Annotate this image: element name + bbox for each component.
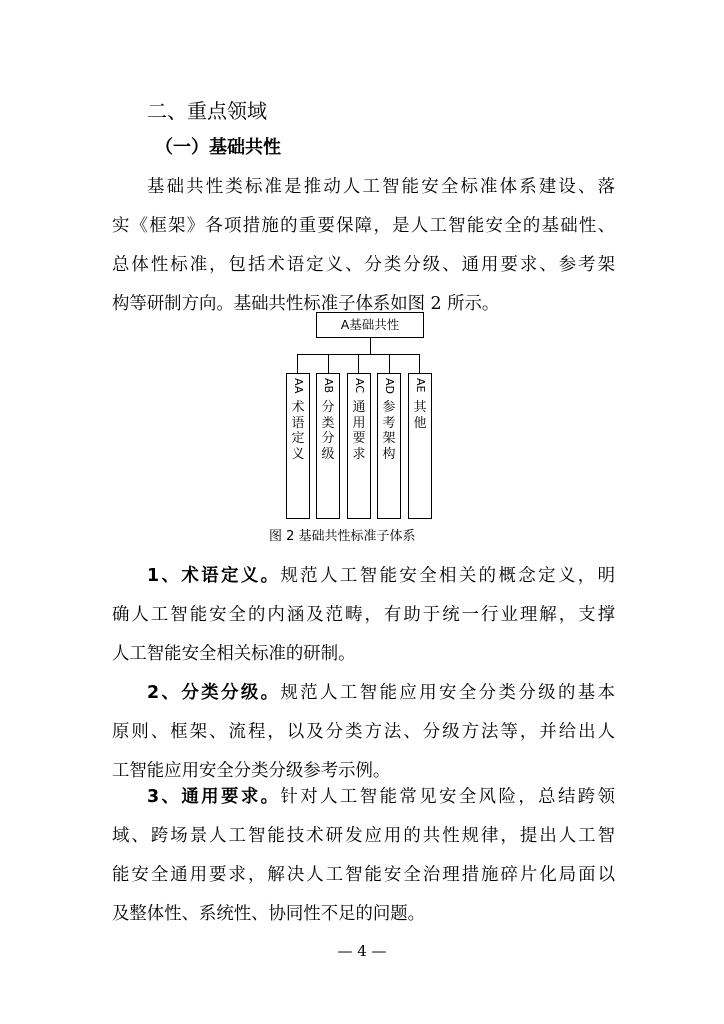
item-lead: 1、术语定义。 (147, 566, 281, 586)
connector-line (419, 354, 420, 373)
page-number: — 4 — (337, 942, 387, 960)
item-line: 及整体性、系统性、协同性不足的问题。 (112, 904, 426, 924)
connector-line (389, 354, 390, 373)
item-first-line: 1、术语定义。规范人工智能安全相关的概念定义，明 (147, 566, 615, 586)
item-line: 域、跨场景人工智能技术研发应用的共性规律，提出人工智 (112, 826, 615, 846)
intro-paragraph (112, 168, 615, 324)
child-code: AA (292, 378, 305, 394)
child-label: 术 语 定 义 (291, 400, 305, 462)
item-first-line: 3、通用要求。针对人工智能常见安全风险，总结跨领 (147, 787, 615, 807)
figure-caption: 图 2 基础共性标准子体系 (269, 529, 416, 544)
intro-line: 总体性标准，包括术语定义、分类分级、通用要求、参考架 (112, 255, 615, 275)
item-lead: 2、分类分级。 (147, 683, 281, 703)
child-label: 通 用 要 求 (352, 400, 366, 462)
child-code: AB (322, 378, 335, 394)
item-line: 工智能应用安全分类分级参考示例。 (112, 761, 391, 781)
item-paragraph (112, 557, 615, 674)
diagram-child-box (408, 373, 432, 519)
intro-line: 构等研制方向。基础共性标准子体系如图 2 所示。 (112, 294, 500, 314)
diagram-child-box (377, 373, 401, 519)
subsection-heading: （一）基础共性 (155, 137, 281, 158)
item-line: 确人工智能安全的内涵及范畴，有助于统一行业理解，支撑 (112, 605, 615, 625)
connector-line (328, 354, 329, 373)
item-paragraph (112, 674, 615, 791)
connector-line (297, 354, 298, 373)
child-code: AC (353, 378, 366, 394)
connector-line (358, 354, 359, 373)
item-line: 能安全通用要求，解决人工智能安全治理措施碎片化局面以 (112, 865, 615, 885)
child-label: 参 考 架 构 (382, 400, 396, 462)
diagram-child-box (316, 373, 340, 519)
section-heading: 二、重点领域 (147, 99, 267, 123)
item-lead: 3、通用要求。 (147, 787, 281, 807)
child-label: 分 类 分 级 (321, 400, 335, 462)
item-line: 原则、框架、流程，以及分类方法、分级方法等，并给出人 (112, 722, 615, 742)
connector-line (370, 338, 371, 354)
intro-line: 实《框架》各项措施的重要保障，是人工智能安全的基础性、 (112, 216, 615, 236)
child-code: AD (383, 378, 396, 394)
figure-diagram (286, 312, 438, 512)
child-code: AE (414, 378, 427, 393)
item-paragraph (112, 778, 615, 934)
item-line: 人工智能安全相关标准的研制。 (112, 644, 356, 664)
item-first-line: 2、分类分级。规范人工智能应用安全分类分级的基本 (147, 683, 615, 703)
diagram-root-box: A基础共性 (316, 312, 424, 338)
diagram-child-box (286, 373, 310, 519)
child-label: 其 他 (413, 400, 427, 431)
diagram-child-box (347, 373, 371, 519)
intro-line: 基础共性类标准是推动人工智能安全标准体系建设、落 (147, 177, 615, 197)
